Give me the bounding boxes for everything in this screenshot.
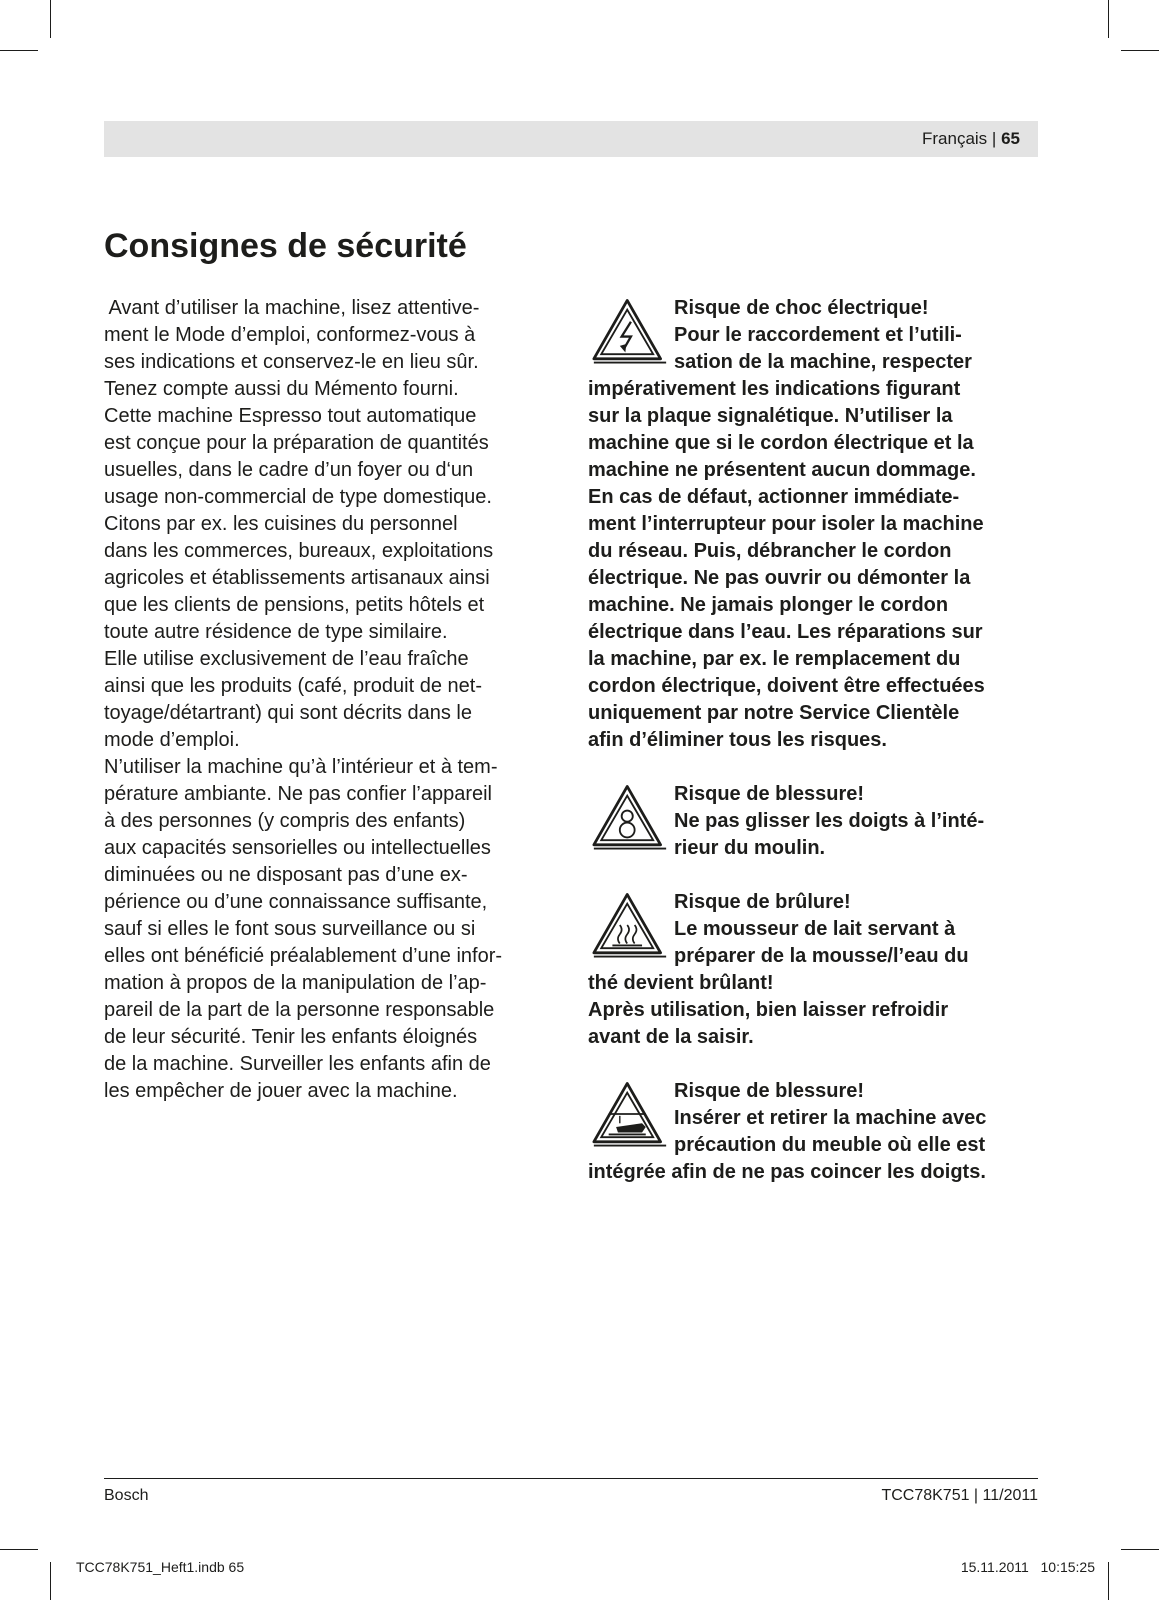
body-line: Avant d’utiliser la machine, lisez attentive- <box>104 297 480 319</box>
warning-text-line: machine ne présentent aucun dommage. <box>588 459 976 481</box>
body-line: aux capacités sensorielles ou intellectuelles <box>104 837 491 859</box>
footer-brand: Bosch <box>104 1487 149 1504</box>
warning-text-line: machine que si le cordon électrique et la <box>588 432 974 454</box>
crop-mark <box>1121 1549 1159 1550</box>
body-line: pareil de la part de la personne responsable <box>104 999 495 1021</box>
hot-surface-warning-icon <box>592 889 668 961</box>
warning-block <box>588 295 1044 754</box>
footer-rule <box>104 1478 1038 1479</box>
warning-title: Risque de blessure! <box>674 783 865 805</box>
electric-shock-warning-icon <box>592 295 668 367</box>
body-line: Tenez compte aussi du Mémento fourni. <box>104 378 459 400</box>
warning-text-line: Après utilisation, bien laisser refroidir <box>588 999 949 1021</box>
body-line: ment le Mode d’emploi, conformez-vous à <box>104 324 476 346</box>
warning-text-line: préparer de la mousse/l’eau du <box>674 945 969 967</box>
body-line: que les clients de pensions, petits hôtels et <box>104 594 485 616</box>
warning-text-line: Ne pas glisser les doigts à l’inté- <box>674 810 985 832</box>
warning-block <box>588 1078 1044 1186</box>
body-line: de leur sécurité. Tenir les enfants éloignés <box>104 1026 478 1048</box>
warning-text-line: machine. Ne jamais plonger le cordon <box>588 594 949 616</box>
warning-title: Risque de blessure! <box>674 1080 865 1102</box>
warning-block <box>588 781 1044 862</box>
warning-text-line: uniquement par notre Service Clientèle <box>588 702 960 724</box>
body-line: mode d’emploi. <box>104 729 240 751</box>
header-text <box>922 129 1020 149</box>
body-line: pérature ambiante. Ne pas confier l’appareil <box>104 783 492 805</box>
warning-title: Risque de choc électrique! <box>674 297 929 319</box>
body-line: N’utiliser la machine qu’à l’intérieur et à tem- <box>104 756 498 778</box>
body-line: sauf si elles le font sous surveillance ou si <box>104 918 476 940</box>
warning-text-line: électrique dans l’eau. Les réparations sur <box>588 621 983 643</box>
body-line: ainsi que les produits (café, produit de net- <box>104 675 482 697</box>
body-line: toyage/détartrant) qui sont décrits dans le <box>104 702 472 724</box>
warning-text-line: cordon électrique, doivent être effectuées <box>588 675 985 697</box>
warning-text-line: sur la plaque signalétique. N’utiliser la <box>588 405 953 427</box>
warning-text-line: la machine, par ex. le remplacement du <box>588 648 961 670</box>
warning-text-line: intégrée afin de ne pas coincer les doigts. <box>588 1161 986 1183</box>
body-line: elles ont bénéficié préalablement d’une infor- <box>104 945 503 967</box>
running-header <box>104 121 1038 157</box>
warning-text-line: avant de la saisir. <box>588 1026 754 1048</box>
crop-mark <box>1108 1562 1109 1600</box>
warning-text-line: Pour le raccordement et l’utili- <box>674 324 962 346</box>
body-line: Elle utilise exclusivement de l’eau fraîche <box>104 648 469 670</box>
warning-text-line: ment l’interrupteur pour isoler la machine <box>588 513 984 535</box>
body-line: usuelles, dans le cadre d’un foyer ou d‘un <box>104 459 474 481</box>
page-title: Consignes de sécurité <box>104 227 467 265</box>
warning-block <box>588 889 1044 1051</box>
body-line: dans les commerces, bureaux, exploitations <box>104 540 494 562</box>
warning-text-line: impérativement les indications figurant <box>588 378 961 400</box>
body-line: les empêcher de jouer avec la machine. <box>104 1080 458 1102</box>
slug-file: TCC78K751_Heft1.indb 65 <box>76 1559 245 1575</box>
intro-text-column <box>104 295 566 1105</box>
body-line: est conçue pour la préparation de quantités <box>104 432 489 454</box>
warning-text-line: afin d’éliminer tous les risques. <box>588 729 887 751</box>
body-line: ses indications et conservez-le en lieu sûr. <box>104 351 479 373</box>
warning-text-line: sation de la machine, respecter <box>674 351 972 373</box>
warning-text-line: thé devient brûlant! <box>588 972 774 994</box>
warning-text-line: précaution du meuble où elle est <box>674 1134 986 1156</box>
hand-crush-warning-icon <box>592 1078 668 1150</box>
crop-mark <box>1121 50 1159 51</box>
page-number: 65 <box>1001 129 1020 148</box>
crop-mark <box>50 0 51 38</box>
body-line: usage non-commercial de type domestique. <box>104 486 492 508</box>
warning-text-line: En cas de défaut, actionner immédiate- <box>588 486 960 508</box>
slug-timestamp: 15.11.2011 10:15:25 <box>960 1559 1095 1575</box>
body-line: diminuées ou ne disposant pas d’une ex- <box>104 864 468 886</box>
warning-text-line: du réseau. Puis, débrancher le cordon <box>588 540 952 562</box>
crop-mark <box>1108 0 1109 38</box>
grinder-injury-warning-icon <box>592 781 668 853</box>
warnings-column <box>588 295 1044 1213</box>
body-line: de la machine. Surveiller les enfants afin de <box>104 1053 491 1075</box>
body-line: toute autre résidence de type similaire. <box>104 621 448 643</box>
body-line: Cette machine Espresso tout automatique <box>104 405 477 427</box>
header-separator: | <box>991 129 997 148</box>
warning-text-line: Le mousseur de lait servant à <box>674 918 956 940</box>
warning-text-line: Insérer et retirer la machine avec <box>674 1107 987 1129</box>
crop-mark <box>0 50 38 51</box>
footer-model-date: TCC78K751 | 11/2011 <box>881 1487 1038 1504</box>
warning-text-line: électrique. Ne pas ouvrir ou démonter la <box>588 567 971 589</box>
body-line: périence ou d’une connaissance suffisante, <box>104 891 488 913</box>
warning-text-line: rieur du moulin. <box>674 837 826 859</box>
header-language: Français <box>922 129 988 148</box>
crop-mark <box>50 1562 51 1600</box>
body-line: mation à propos de la manipulation de l’ap- <box>104 972 487 994</box>
body-line: Citons par ex. les cuisines du personnel <box>104 513 458 535</box>
body-line: à des personnes (y compris des enfants) <box>104 810 466 832</box>
body-line: agricoles et établissements artisanaux ainsi <box>104 567 490 589</box>
crop-mark <box>0 1549 38 1550</box>
warning-title: Risque de brûlure! <box>674 891 851 913</box>
